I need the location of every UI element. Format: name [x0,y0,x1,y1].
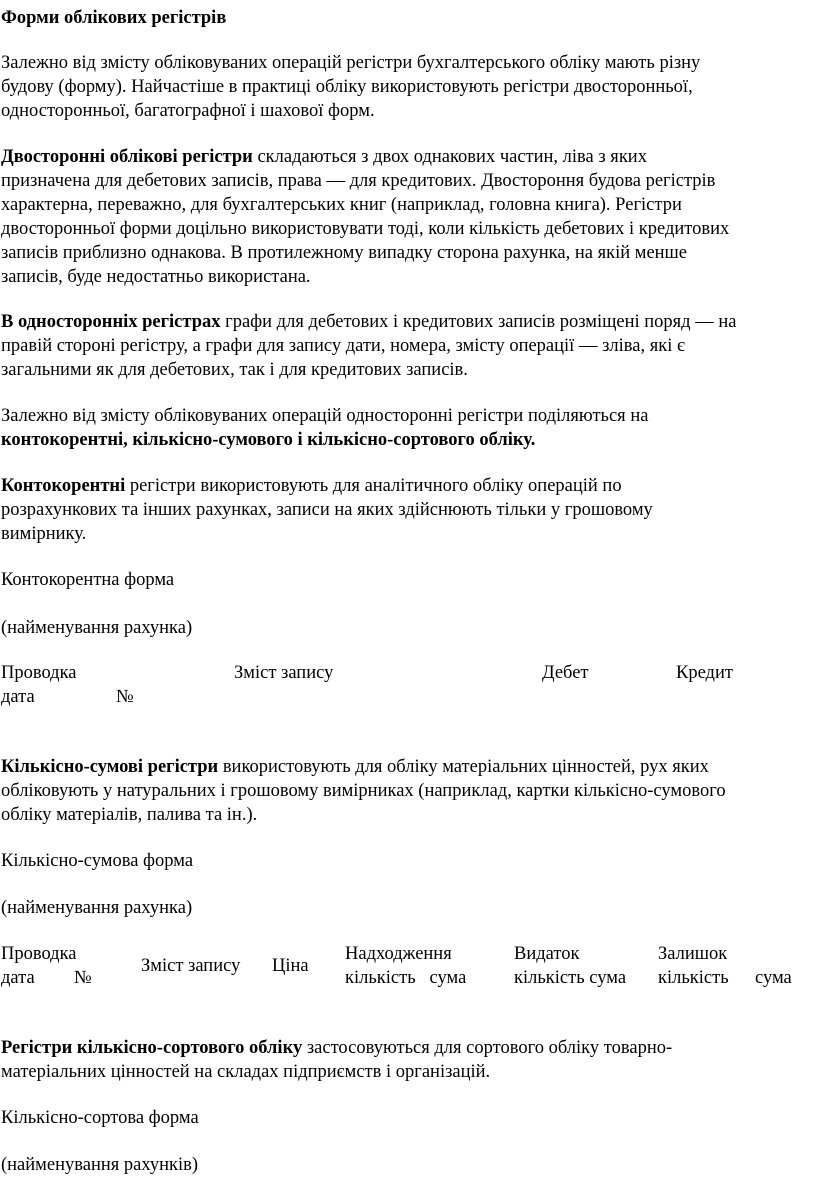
qty-sum-form-title: Кількісно-сумова форма [1,851,194,871]
price-header: Ціна [272,956,309,976]
qty-sort-heading-line: Регістри кількісно-сортового обліку застосовуються для сортового обліку товарно- [1,1038,673,1058]
income-header: Надходження [345,944,452,964]
two-sided-line: призначена для дебетових записів, права — для кредитових. Двостороння будова регістрів [1,171,716,191]
intro-line: Залежно від змісту обліковуваних операцій регістри бухгалтерського обліку мають різну [1,53,701,73]
number-header: № [74,968,92,988]
balance-qty-subheader: кількість [658,968,729,988]
contocorrent-line: розрахункових та інших рахунках, записи на яких здійснюють тільки у грошовому [1,500,653,520]
date-header: дата [1,968,35,988]
qty-sum-term: Кількісно-сумові регістри [1,757,219,777]
qty-sum-line: обліку матеріалів, палива та ін.). [1,805,258,825]
contocorrent-account-name: (найменування рахунка) [1,618,193,638]
balance-sum-subheader: сума [755,968,792,988]
qty-sum-line: обліковують у натуральних і грошовому вимірниках (наприклад, картки кількісно-сумового [1,781,726,801]
qty-sum-account-name: (найменування рахунка) [1,898,193,918]
two-sided-term: Двосторонні облікові регістри [1,147,253,167]
expense-header: Видаток [514,944,580,964]
income-subheader: кількість сума [345,968,467,988]
date-header: дата [1,687,35,707]
expense-subheader: кількість сума [514,968,627,988]
intro-line: будову (форму). Найчастіше в практиці обліку використовують регістри двосторонньої, [1,77,693,97]
credit-header: Кредит [676,663,733,683]
two-sided-line: характерна, переважно, для бухгалтерських книг (наприклад, головна книга). Регістри [1,195,682,215]
qty-sum-heading-line: Кількісно-сумові регістри використовують для обліку матеріальних цінностей, рух яких [1,757,709,777]
content-header: Зміст запису [141,956,241,976]
posting-header: Проводка [1,663,77,683]
one-sided-heading-line: В односторонніх регістрах графи для дебетових і кредитових записів розміщені поряд — на [1,312,737,332]
two-sided-line: записів, буде недостатньо використана. [1,267,311,287]
balance-header: Залишок [658,944,728,964]
qty-sort-line: матеріальних цінностей на складах підприємств і організацій. [1,1062,491,1082]
contocorrent-form-title: Контокорентна форма [1,570,175,590]
content-header: Зміст запису [234,663,334,683]
number-header: № [116,687,134,707]
page-title: Форми облікових регістрів [1,8,227,28]
one-sided-line: загальними як для дебетових, так і для кредитових записів. [1,360,468,380]
intro-line: односторонньої, багатографної і шахової форм. [1,101,375,121]
qty-sort-form-title: Кількісно-сортова форма [1,1108,199,1128]
subdivision-bold-line: контокорентні, кількісно-сумового і кількісно-сортового обліку. [1,430,536,450]
two-sided-heading-line: Двосторонні облікові регістри складаються з двох однакових частин, ліва з яких [1,147,647,167]
two-sided-line: двосторонньої форми доцільно використовувати тоді, коли кількість дебетових і кредитових [1,219,730,239]
debit-header: Дебет [542,663,589,683]
contocorrent-heading-line: Контокорентні регістри використовують для аналітичного обліку операцій по [1,476,622,496]
one-sided-term: В односторонніх регістрах [1,312,221,332]
subdivision-line: Залежно від змісту обліковуваних операцій односторонні регістри поділяються на [1,406,649,426]
qty-sort-term: Регістри кількісно-сортового обліку [1,1038,303,1058]
contocorrent-line: вимірнику. [1,524,87,544]
posting-header: Проводка [1,944,77,964]
contocorrent-term: Контокорентні [1,476,126,496]
qty-sort-account-name: (найменування рахунків) [1,1155,199,1175]
one-sided-line: правій стороні регістру, а графи для запису дати, номера, змісту операції — зліва, які є [1,336,685,356]
two-sided-line: записів приблизно однакова. В протилежному випадку сторона рахунка, на якій менше [1,243,688,263]
